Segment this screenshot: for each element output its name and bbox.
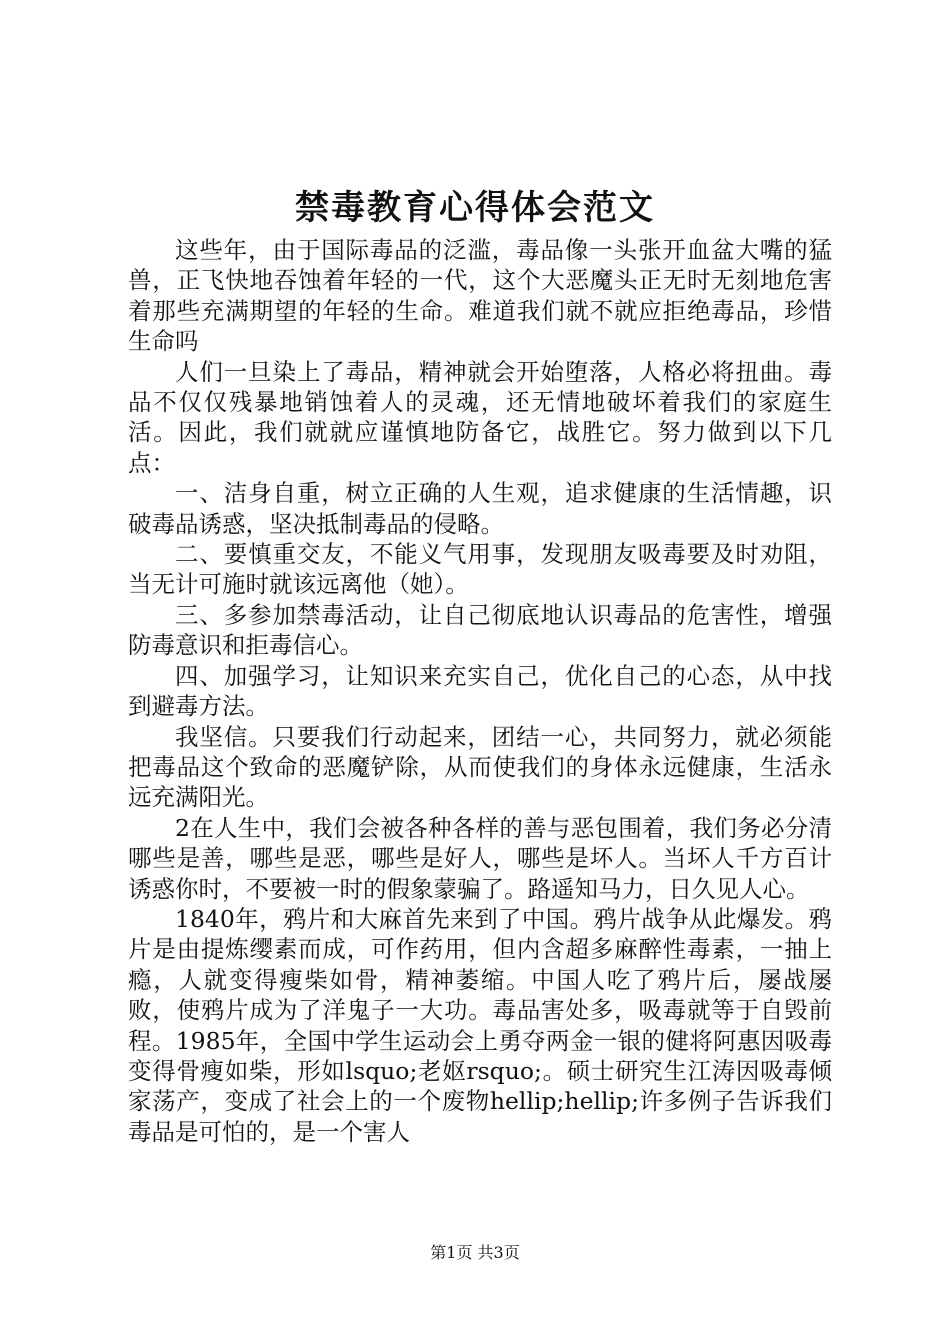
paragraph-6: 四、加强学习，让知识来充实自己，优化自己的心态，从中找到避毒方法。	[128, 661, 832, 721]
document-body	[128, 235, 832, 1147]
paragraph-8: 2在人生中，我们会被各种各样的善与恶包围着，我们务必分清哪些是善，哪些是恶，哪些是好人，哪些是坏人。当坏人千方百计诱惑你时，不要被一时的假象蒙骗了。路遥知马力，日久见人心。	[128, 813, 832, 903]
paragraph-4: 二、要慎重交友，不能义气用事，发现朋友吸毒要及时劝阻，当无计可施时就该远离他（她）。	[128, 540, 832, 599]
paragraph-1: 这些年，由于国际毒品的泛滥，毒品像一头张开血盆大嘴的猛兽，正飞快地吞蚀着年轻的一代，这个大恶魔头正无时无刻地危害着那些充满期望的年轻的生命。难道我们就不就应拒绝毒品，珍惜生命吗	[128, 236, 832, 356]
page-footer: 第1页 共3页	[430, 1243, 520, 1262]
document-title: 禁毒教育心得体会范文	[295, 188, 655, 228]
paragraph-9: 1840年，鸦片和大麻首先来到了中国。鸦片战争从此爆发。鸦片是由提炼缨素而成，可作药用，但内含超多麻醉性毒素，一抽上瘾，人就变得瘦柴如骨，精神萎缩。中国人吃了鸦片后，屡战屡败，使鸦片成为了洋鬼子一大功。毒品害处多，吸毒就等于自毁前程。1985年，全国中学生运动会上勇夺两金一银的健将阿惠因吸毒变得骨瘦如柴，形如lsquo;老妪rsquo;。硕士研究生江涛因吸毒倾家荡产，变成了社会上的一个废物hellip;hellip;许多例子告诉我们毒品是可怕的，是一个害人	[128, 904, 832, 1146]
paragraph-7: 我坚信。只要我们行动起来，团结一心，共同努力，就必须能把毒品这个致命的恶魔铲除，从而使我们的身体永远健康，生活永远充满阳光。	[128, 722, 832, 812]
paragraph-5: 三、多参加禁毒活动，让自己彻底地认识毒品的危害性，增强防毒意识和拒毒信心。	[128, 600, 832, 660]
paragraph-2: 人们一旦染上了毒品，精神就会开始堕落，人格必将扭曲。毒品不仅仅残暴地销蚀着人的灵魂，还无情地破坏着我们的家庭生活。因此，我们就就应谨慎地防备它，战胜它。努力做到以下几点：	[128, 357, 832, 477]
paragraph-3: 一、洁身自重，树立正确的人生观，追求健康的生活情趣，识破毒品诱惑，坚决抵制毒品的侵略。	[128, 479, 832, 538]
